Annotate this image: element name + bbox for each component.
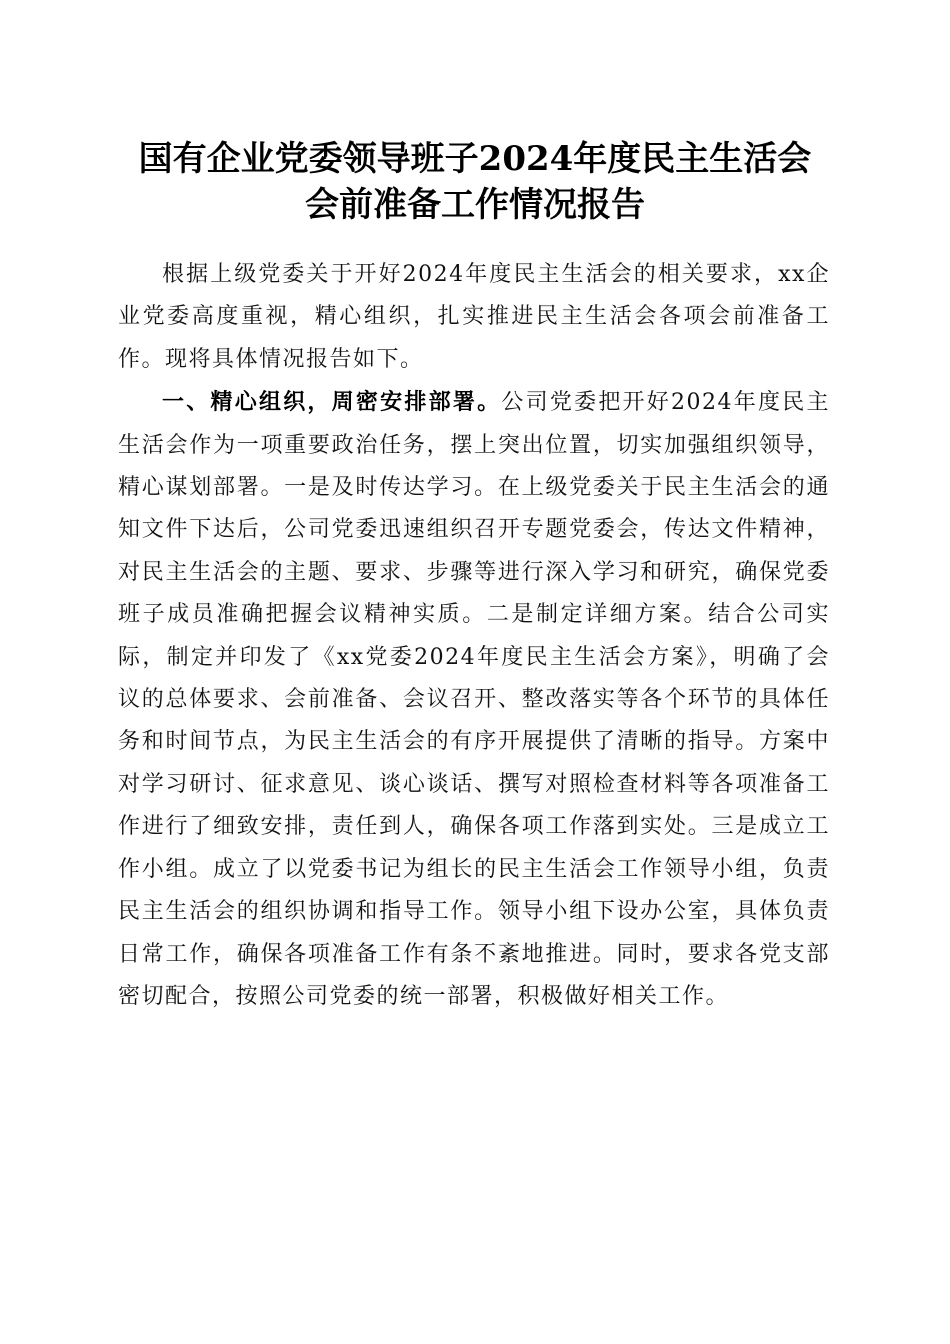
document-title xyxy=(100,136,850,228)
paragraph-text: 公司党委把开好2024年度民主生活会作为一项重要政治任务，摆上突出位置，切实加强组织领导，精心谋划部署。一是及时传达学习。在上级党委关于民主生活会的通知文件下达后，公司党委迅速组织召开专题党委会，传达文件精神，对民主生活会的主题、要求、步骤等进行深入学习和研究，确保党委班子成员准确把握会议精神实质。二是制定详细方案。结合公司实际，制定并印发了《xx党委2024年度民主生活会方案》，明确了会议的总体要求、会前准备、会议召开、整改落实等各个环节的具体任务和时间节点，为民主生活会的有序开展提供了清晰的指导。方案中对学习研讨、征求意见、谈心谈话、撰写对照检查材料等各项准备工作进行了细致安排，责任到人，确保各项工作落到实处。三是成立工作小组。成立了以党委书记为组长的民主生活会工作领导小组，负责民主生活会的组织协调和指导工作。领导小组下设办公室，具体负责日常工作，确保各项准备工作有条不紊地推进。同时，要求各党支部密切配合，按照公司党委的统一部署，积极做好相关工作。 xyxy=(118,390,830,1009)
section-heading: 一、精心组织，周密安排部署。 xyxy=(162,389,502,416)
document-body xyxy=(118,254,830,1018)
title-line-2: 会前准备工作情况报告 xyxy=(305,185,645,225)
paragraph-section-1 xyxy=(118,381,830,1018)
title-line-1: 国有企业党委领导班子2024年度民主生活会 xyxy=(138,139,812,179)
paragraph-intro xyxy=(118,254,830,381)
paragraph-text: 根据上级党委关于开好2024年度民主生活会的相关要求，xx企业党委高度重视，精心组织，扎实推进民主生活会各项会前准备工作。现将具体情况报告如下。 xyxy=(118,262,830,372)
